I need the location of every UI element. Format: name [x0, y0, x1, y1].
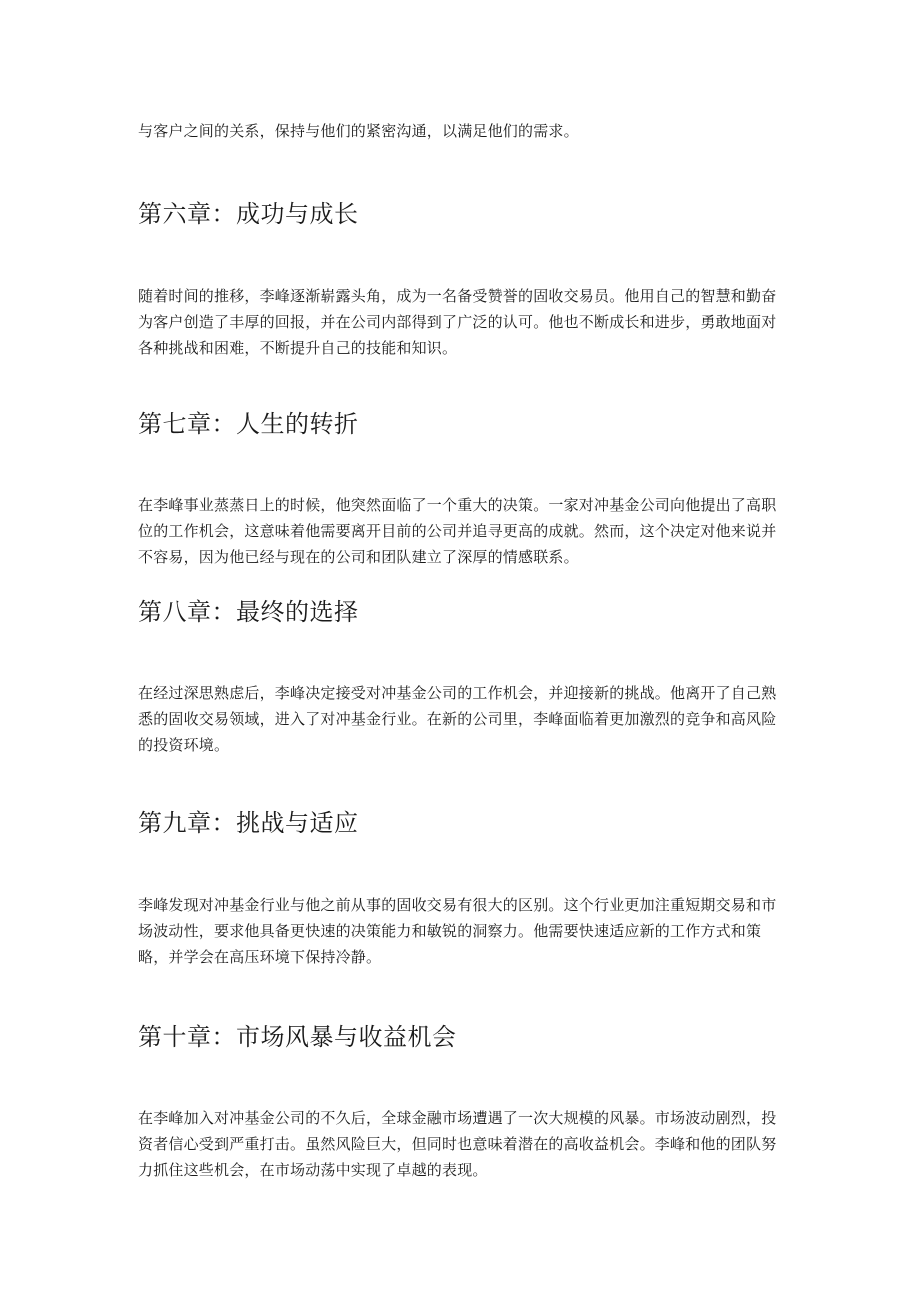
chapter-10-body: 在李峰加入对冲基金公司的不久后，全球金融市场遭遇了一次大规模的风暴。市场波动剧烈，投资者信心受到严重打击。虽然风险巨大，但同时也意味着潜在的高收益机会。李峰和他的团队努力抓住这些机会，在市场动荡中实现了卓越的表现。 — [138, 1109, 777, 1179]
chapter-6-body: 随着时间的推移，李峰逐渐崭露头角，成为一名备受赞誉的固收交易员。他用自己的智慧和勤奋为客户创造了丰厚的回报，并在公司内部得到了广泛的认可。他也不断成长和进步，勇敢地面对各种挑战和困难，不断提升自己的技能和知识。 — [138, 287, 777, 357]
intro-paragraph: 与客户之间的关系，保持与他们的紧密沟通，以满足他们的需求。 — [138, 122, 579, 140]
chapter-6-title: 第六章：成功与成长 — [138, 200, 359, 228]
chapter-7-body: 在李峰事业蒸蒸日上的时候，他突然面临了一个重大的决策。一家对冲基金公司向他提出了高职位的工作机会，这意味着他需要离开目前的公司并追寻更高的成就。然而，这个决定对他来说并不容易，因为他已经与现在的公司和团队建立了深厚的情感联系。 — [138, 496, 777, 566]
chapter-9-title: 第九章：挑战与适应 — [138, 809, 359, 837]
chapter-9-body: 李峰发现对冲基金行业与他之前从事的固收交易有很大的区别。这个行业更加注重短期交易和市场波动性，要求他具备更快速的决策能力和敏锐的洞察力。他需要快速适应新的工作方式和策略，并学会在高压环境下保持冷静。 — [138, 896, 777, 966]
chapter-8-title: 第八章：最终的选择 — [138, 598, 359, 626]
chapter-7-title: 第七章：人生的转折 — [138, 410, 359, 438]
chapter-8-body: 在经过深思熟虑后，李峰决定接受对冲基金公司的工作机会，并迎接新的挑战。他离开了自己熟悉的固收交易领域，进入了对冲基金行业。在新的公司里，李峰面临着更加激烈的竞争和高风险的投资环境。 — [138, 684, 777, 754]
chapter-10-title: 第十章：市场风暴与收益机会 — [138, 1023, 457, 1051]
